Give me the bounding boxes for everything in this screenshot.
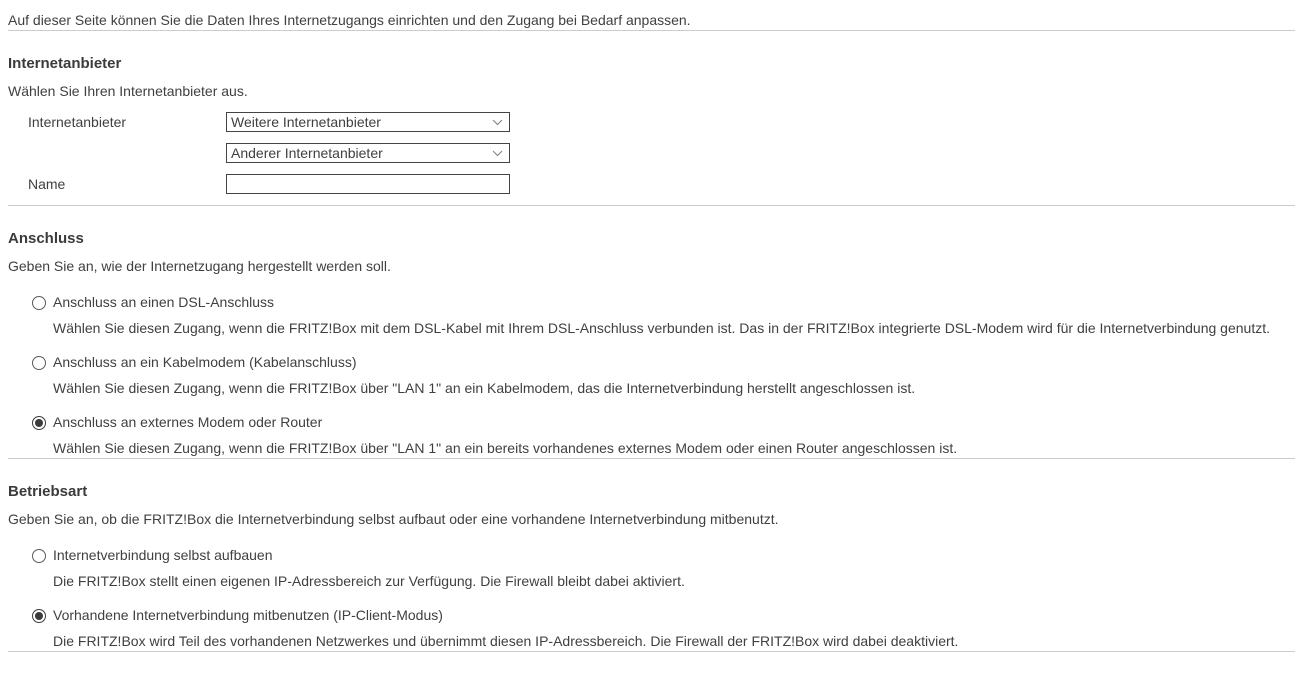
anschluss-options — [32, 293, 1295, 458]
divider — [8, 30, 1295, 31]
provider-select-value: Weitere Internetanbieter — [231, 113, 381, 130]
section-subtitle-anschluss: Geben Sie an, wie der Internetzugang hergestellt werden soll. — [8, 258, 391, 274]
radio-option-selbst-aufbauen[interactable] — [32, 546, 1295, 565]
name-label: Name — [28, 175, 66, 192]
radio-label[interactable]: Anschluss an ein Kabelmodem (Kabelanschluss) — [53, 354, 357, 370]
section-internetanbieter — [8, 54, 1295, 194]
radio-option-ip-client-modus[interactable] — [32, 606, 1295, 625]
form-row-provider-sub — [28, 143, 1295, 163]
chevron-down-icon — [492, 150, 503, 157]
option-dsl — [32, 293, 1295, 338]
radio-option-dsl[interactable] — [32, 293, 1295, 312]
provider-sub-select[interactable] — [226, 143, 510, 163]
section-anschluss — [8, 229, 1295, 458]
section-heading-internetanbieter: Internetanbieter — [8, 55, 122, 72]
radio-icon[interactable] — [32, 416, 46, 430]
radio-option-externes-modem[interactable] — [32, 413, 1295, 432]
option-ip-client-modus — [32, 606, 1295, 651]
provider-sub-select-value: Anderer Internetanbieter — [231, 144, 383, 161]
radio-icon[interactable] — [32, 609, 46, 623]
option-externes-modem — [32, 413, 1295, 458]
divider — [8, 458, 1295, 459]
section-betriebsart — [8, 482, 1295, 651]
radio-label[interactable]: Vorhandene Internetverbindung mitbenutzen (IP-Client-Modus) — [53, 607, 443, 623]
radio-description: Die FRITZ!Box wird Teil des vorhandenen Netzwerkes und übernimmt diesen IP-Adressbereich. Die Firewall der FRITZ!Box wird dabei deaktiviert. — [53, 633, 959, 649]
radio-label[interactable]: Anschluss an externes Modem oder Router — [53, 414, 323, 430]
name-input[interactable] — [226, 174, 510, 194]
radio-icon[interactable] — [32, 296, 46, 310]
provider-label: Internetanbieter — [28, 113, 127, 130]
option-kabelmodem — [32, 353, 1295, 398]
provider-select[interactable] — [226, 112, 510, 132]
page-intro-text: Auf dieser Seite können Sie die Daten Ihres Internetzugangs einrichten und den Zugang bei Bedarf anpassen. — [8, 12, 691, 28]
section-subtitle-betriebsart: Geben Sie an, ob die FRITZ!Box die Internetverbindung selbst aufbaut oder eine vorhandene Internetverbindung mitbenutzt. — [8, 511, 779, 527]
provider-form — [28, 112, 1295, 194]
radio-icon[interactable] — [32, 356, 46, 370]
betriebsart-options — [32, 546, 1295, 651]
radio-option-kabelmodem[interactable] — [32, 353, 1295, 372]
section-subtitle-internetanbieter: Wählen Sie Ihren Internetanbieter aus. — [8, 83, 248, 99]
divider — [8, 651, 1295, 652]
radio-description: Wählen Sie diesen Zugang, wenn die FRITZ!Box über "LAN 1" an ein Kabelmodem, das die Internetverbindung herstellt angeschlossen ist. — [53, 380, 916, 396]
radio-description: Wählen Sie diesen Zugang, wenn die FRITZ!Box über "LAN 1" an ein bereits vorhandenes externes Modem oder einen Router angeschlossen ist. — [53, 440, 958, 456]
radio-description: Die FRITZ!Box stellt einen eigenen IP-Adressbereich zur Verfügung. Die Firewall bleibt dabei aktiviert. — [53, 573, 685, 589]
radio-label[interactable]: Internetverbindung selbst aufbauen — [53, 547, 273, 563]
option-selbst-aufbauen — [32, 546, 1295, 591]
form-row-name — [28, 174, 1295, 194]
form-row-provider — [28, 112, 1295, 132]
chevron-down-icon — [492, 119, 503, 126]
radio-label[interactable]: Anschluss an einen DSL-Anschluss — [53, 294, 275, 310]
section-heading-betriebsart: Betriebsart — [8, 483, 88, 500]
divider — [8, 205, 1295, 206]
section-heading-anschluss: Anschluss — [8, 230, 84, 247]
radio-icon[interactable] — [32, 549, 46, 563]
radio-description: Wählen Sie diesen Zugang, wenn die FRITZ!Box mit dem DSL-Kabel mit Ihrem DSL-Anschluss verbunden ist. Das in der FRITZ!Box integrierte DSL-Modem wird für die Internetverbindung genutzt. — [53, 320, 1270, 336]
